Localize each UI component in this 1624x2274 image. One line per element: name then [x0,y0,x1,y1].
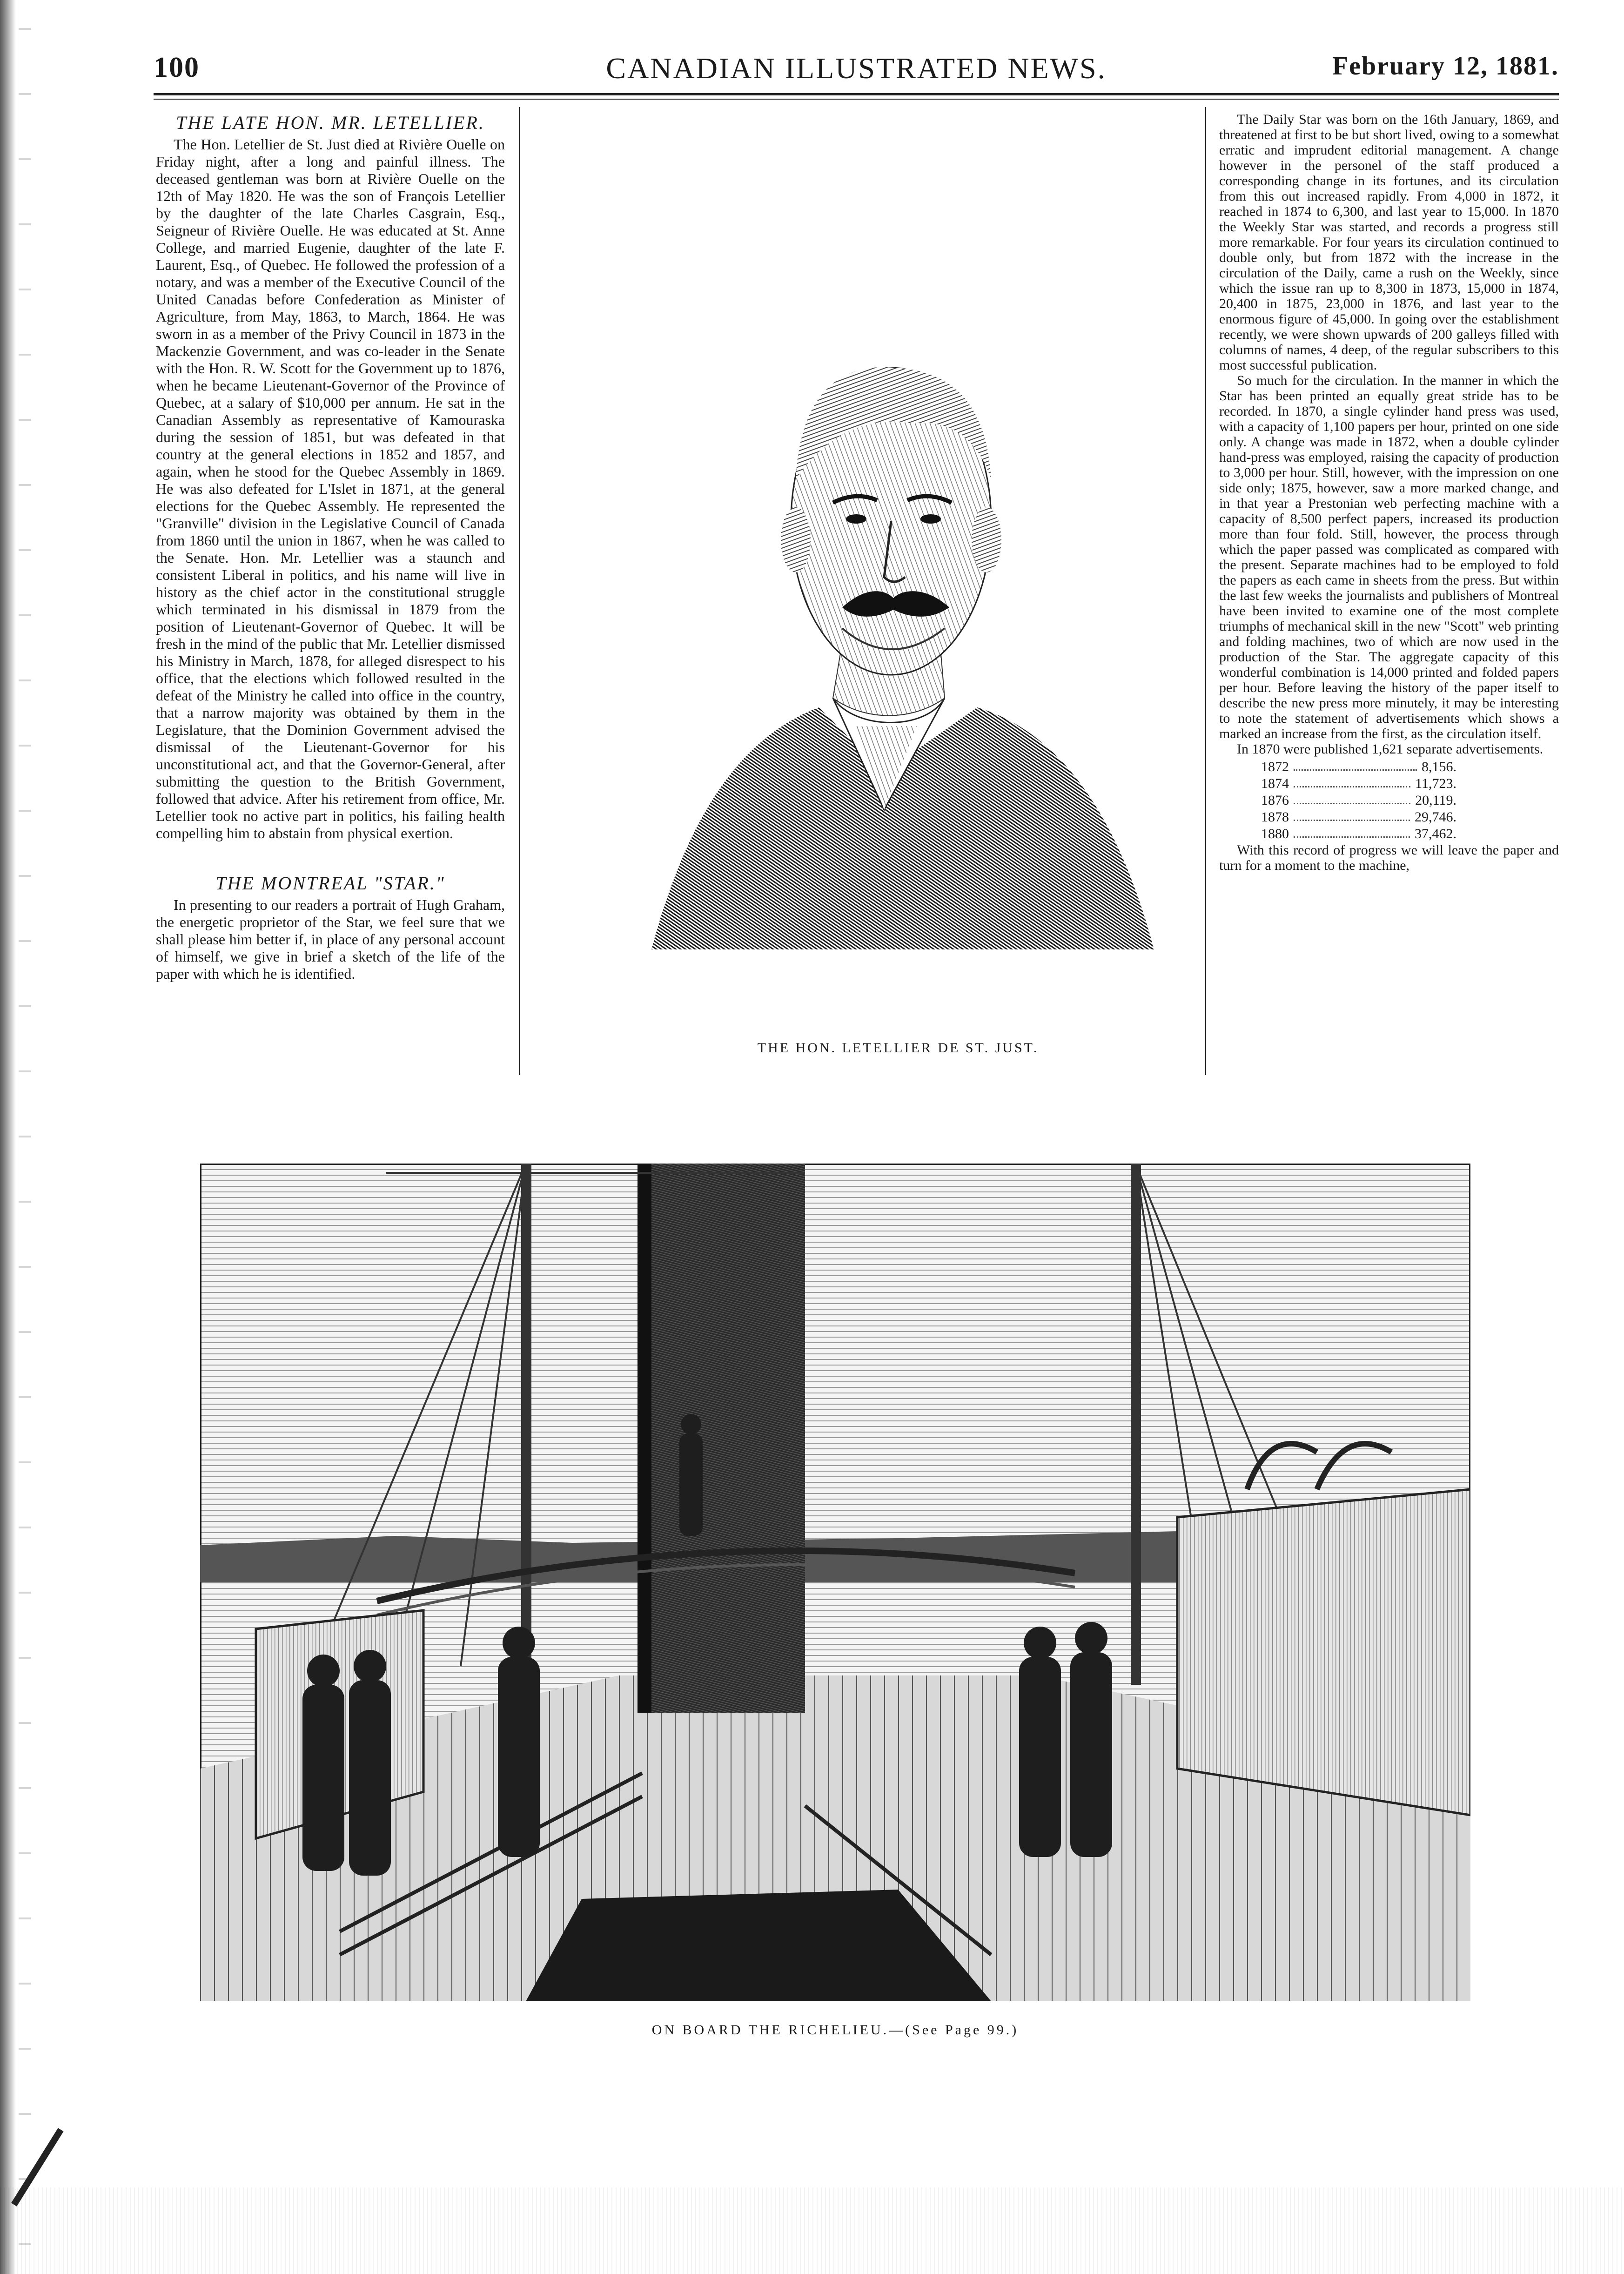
table-row: 1880 37,462. [1261,826,1456,841]
ship-caption: ON BOARD THE RICHELIEU.—(See Page 99.) [651,2022,1019,2038]
column-rule-right [1205,107,1206,1075]
newspaper-title: CANADIAN ILLUSTRATED NEWS. [606,52,1107,85]
scan-edge-shadow [0,0,16,2274]
article-body-star-4: With this record of progress we will leave the paper and turn for a moment to the machine, [1219,842,1559,873]
article-body-star-3: In 1870 were published 1,621 separate advertisements. [1237,741,1543,757]
page-number: 100 [154,52,200,83]
column-right [1219,112,1559,873]
portrait-engraving [624,261,1173,991]
article-body-star-1: The Daily Star was born on the 16th January, 1869, and threatened at first to be but short lived, owing to a somewhat erratic and imprudent editorial management. A change however in the personel of the staff produced a corresponding change in its fortunes, and its circulation from this out increased rapidly. From 4,000 in 1872, it reached in 1874 to 6,300, and last year to 15,000. In 1870 the Weekly Star was started, and records a progress still more remarkable. For four years its circulation continued to double only, but from 1872 with the increase in the circulation of the Daily, came a rush on the Weekly, since which the issue ran up to 8,300 in 1873, 15,000 in 1874, 20,400 in 1875, 23,000 in 1876, and last year to the enormous figure of 45,000. In going over the establishment recently, we were shown upwards of 200 galleys filled with columns of names, 4 deep, of the regular subscribers to this most successful publication. [1219,112,1559,373]
article-body-star-intro: In presenting to our readers a portrait of Hugh Graham, the energetic proprietor of the Star, we feel sure that we shall please him better if, in place of any personal account of himself, we give in brief a sketch of the life of the paper with which he is identified. [156,896,505,982]
column-rule-left [519,107,520,1075]
header-rule [154,93,1559,95]
table-row: 1874 11,723. [1261,776,1456,791]
issue-date: February 12, 1881. [1332,52,1559,81]
table-row: 1876 20,119. [1261,793,1456,808]
table-row: 1878 29,746. [1261,809,1456,825]
scan-edge-marks [19,0,31,2274]
article-heading-letellier: THE LATE HON. MR. LETELLIER. [176,112,485,133]
scan-noise [0,2187,1624,2274]
article-body-star-2: So much for the circulation. In the manner in which the Star has been printed an equally great stride has to be recorded. In 1870, a single cylinder hand press was used, with a capacity of 1,100 papers per hour, printed on one side only. A change was made in 1872, when a double cylinder hand-press was employed, raising the capacity of production to 3,000 per hour. Still, however, with the impression on one side only; 1875, however, saw a more marked change, and in that year a Prestonian web perfecting machine with a capacity of 8,500 perfect papers, increased its production more than four fold. Still, however, the process through which the paper passed was complicated as compared with the present. Separate machines had to be employed to fold the papers as each came in sheets from the press. But within the last few weeks the journalists and publishers of Montreal have been invited to examine one of the most complete triumphs of mechanical skill in the new "Scott" web printing and folding machines, two of which are now used in the production of the Star. The aggregate capacity of this wonderful combination is 14,000 printed and folded papers per hour. Before leaving the history of the paper itself to describe the new press more minutely, it may be interesting to note the statement of advertisements which shows a marked an increase from the first, as the circulation itself. [1219,373,1559,741]
advertisement-table [1261,759,1559,842]
page-header [154,51,1559,98]
article-body-letellier: The Hon. Letellier de St. Just died at Rivière Ouelle on Friday night, after a long and painful illness. The deceased gentleman was born at Rivière Ouelle on the 12th of May 1820. He was the son of François Letellier by the daughter of the late Charles Casgrain, Esq., Seigneur of Rivière Ouelle. He was educated at St. Anne College, and married Eugenie, daughter of the late F. Laurent, Esq., of Quebec. He followed the profession of a notary, and was a member of the Executive Council of the United Canadas before Confederation as Minister of Agriculture, from May, 1863, to March, 1864. He was sworn in as a member of the Privy Council in 1873 in the Mackenzie Government, and was co-leader in the Senate with the Hon. R. W. Scott for the Government up to 1876, when he became Lieutenant-Governor of the Province of Quebec, at a salary of $10,000 per annum. He sat in the Canadian Assembly as representative of Kamouraska during the session of 1851, but was defeated in that country at the general elections in 1852 and 1857, and again, when he stood for the Quebec Assembly in 1869. He was also defeated for L'Islet in 1871, at the general elections for the Quebec Assembly. He represented the "Granville" division in the Legislative Council of Canada from 1860 until the union in 1867, when he was called to the Senate. Hon. Mr. Letellier was a staunch and consistent Liberal in politics, and his name will live in history as the chief actor in the constitutional struggle which terminated in his dismissal in 1879 from the position of Lieutenant-Governor of Quebec. It will be fresh in the mind of the public that Mr. Letellier dismissed his Ministry in March, 1878, for alleged disrespect to his office, that the elections which followed resulted in the defeat of the Ministry he called into office in the country, that a narrow majority was obtained by them in the Legislature, that the Dominion Government advised the dismissal of the Lieutenant-Governor for his unconstitutional act, and that the Governor-General, after submitting the question to the British Government, followed that advice. After his retirement from office, Mr. Letellier took no active part in politics, his failing health compelling him to abstain from physical exertion. [156,136,505,841]
portrait-caption: THE HON. LETELLIER DE ST. JUST. [757,1040,1039,1056]
header-rule-thin [154,99,1559,100]
column-left [156,114,505,982]
table-row: 1872 8,156. [1261,759,1456,774]
ship-deck-engraving [200,1164,1470,2001]
article-heading-star: THE MONTREAL "STAR." [215,873,445,894]
